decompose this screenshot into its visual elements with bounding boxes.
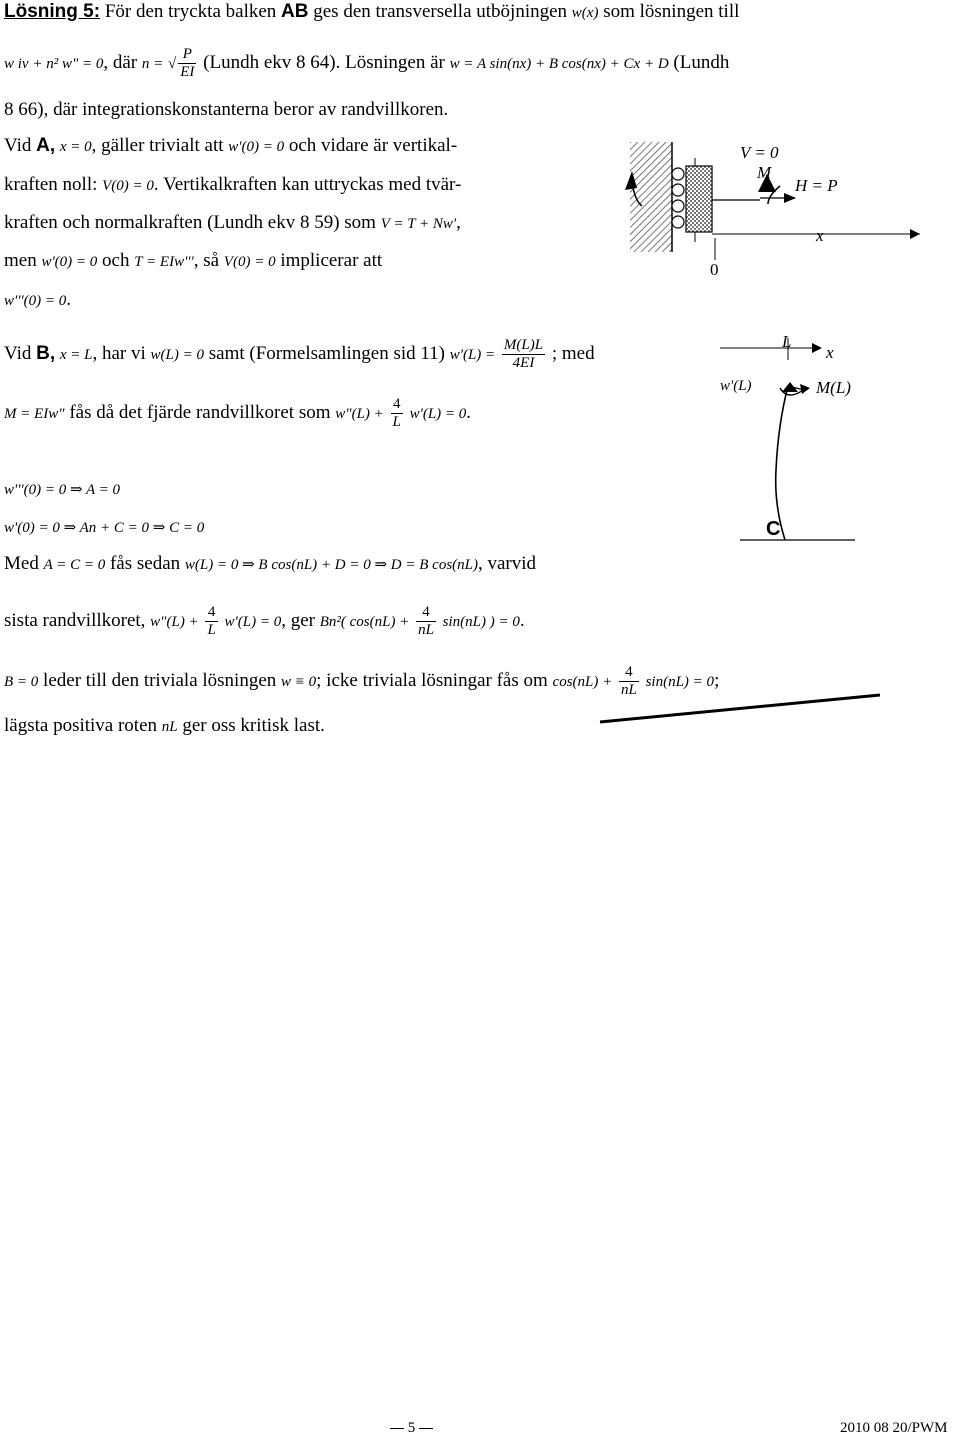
- med-line: [4, 552, 536, 577]
- slope-frac-den: 4EI: [512, 355, 535, 371]
- t-expression: T = EIw''': [134, 254, 194, 270]
- comma: ,: [456, 212, 461, 233]
- label-m: M: [757, 163, 772, 182]
- point-b-label: B,: [36, 342, 56, 364]
- sista-frac-1: [205, 604, 217, 639]
- column-figure: [710, 330, 870, 545]
- intro-line: [4, 0, 739, 25]
- footer-date: 2010 08 20/PWM: [840, 1420, 948, 1436]
- general-solution: w = A sin(nx) + B cos(nx) + Cx + D: [449, 55, 669, 72]
- label-c: C: [766, 518, 781, 540]
- kraften-text: kraften noll:: [4, 174, 98, 195]
- ref-text: (Lundh ekv 8 64). Lösningen är: [203, 51, 445, 73]
- med-word: Med: [4, 553, 39, 574]
- a-c-zero: A = C = 0: [43, 557, 106, 573]
- support-block: [686, 166, 712, 232]
- equation-a: w'''(0) = 0 ⇒ A = 0: [4, 482, 121, 498]
- sf2-den: nL: [418, 622, 434, 638]
- vertikal-text: och vidare är vertikal-: [288, 135, 458, 156]
- semicolon: ;: [714, 669, 720, 691]
- bf-den: nL: [621, 682, 637, 698]
- slope-fraction: [502, 337, 545, 372]
- label-slope-l: w'(L): [720, 378, 752, 394]
- label-l: L: [782, 332, 792, 351]
- label-zero: 0: [710, 260, 719, 279]
- sa-text: , så: [193, 250, 220, 271]
- label-x-b: x: [826, 343, 834, 362]
- n-fraction: [178, 46, 196, 81]
- men-text: men: [4, 250, 37, 271]
- ode-equation: w iv + n² w" = 0: [4, 55, 104, 72]
- nl-symbol: nL: [161, 719, 178, 735]
- bc-v-a: V(0) = 0: [102, 178, 154, 194]
- buckling-left: cos(nL) +: [552, 673, 613, 690]
- b-zero: B = 0: [4, 673, 39, 690]
- para-b-line2: [4, 396, 471, 431]
- bc-w-b: w(L) = 0: [150, 346, 204, 363]
- deflection-symbol: w(x): [571, 5, 599, 21]
- slope-frac-num: M(L)L: [503, 337, 544, 353]
- sf1-num: 4: [205, 604, 217, 622]
- sista-text: sista randvillkoret,: [4, 609, 146, 631]
- formelsamlingen-text: samt (Formelsamlingen sid 11): [208, 342, 445, 364]
- moment-def: M = EIw": [4, 405, 65, 422]
- label-x-a: x: [816, 226, 824, 245]
- bc4-fraction: [391, 396, 403, 431]
- last-line: [4, 714, 325, 739]
- label-v: V = 0: [740, 143, 779, 162]
- vid-b-text: Vid: [4, 342, 32, 364]
- och-text: och: [102, 250, 130, 271]
- para-a-line3: [4, 211, 461, 236]
- label-moment-l: M(L): [816, 378, 851, 397]
- para-a-line5: [4, 288, 71, 313]
- intro-text-3: som lösningen till: [603, 1, 740, 22]
- fas-da-text: fås då det fjärde randvillkoret som: [69, 401, 331, 423]
- kritisk-text: ger oss kritisk last.: [182, 715, 325, 736]
- frac-num: P: [178, 46, 196, 64]
- leder-text: leder till den triviala lösningen: [43, 669, 277, 691]
- sista-line: [4, 604, 525, 639]
- point-a-label: A,: [36, 135, 56, 156]
- bc4-frac-den: L: [392, 414, 401, 430]
- implicerar-text: implicerar att: [280, 250, 383, 271]
- icke-triviala-text: ; icke triviala lösningar fås om: [316, 669, 548, 691]
- galler-text: , gäller trivialt att: [91, 135, 224, 156]
- kraften-och-text: kraften och normalkraften (Lundh ekv 8 59) som: [4, 212, 376, 233]
- har-vi-text: , har vi: [92, 342, 146, 364]
- ref-text-2: (Lundh: [673, 51, 730, 73]
- intro-text-2: ges den transversella utböjningen: [313, 1, 568, 22]
- n-def: n =: [141, 55, 164, 72]
- deflected-column: [776, 386, 788, 540]
- x-eq-0: x = 0: [59, 139, 92, 155]
- bc-third-deriv: w'''(0) = 0: [4, 293, 67, 309]
- solution-title: Lösning 5:: [4, 1, 101, 22]
- label-h: H = P: [795, 176, 838, 195]
- bc4-right-2: w'(L) = 0: [224, 613, 282, 630]
- period: .: [66, 289, 71, 310]
- buckling-right: sin(nL) = 0: [645, 673, 715, 690]
- v-expression: V = T + Nw': [380, 216, 457, 232]
- med-text: ; med: [551, 342, 595, 364]
- page-number: [390, 1420, 433, 1437]
- bc-v-a-2: V(0) = 0: [223, 254, 276, 270]
- frac-den: EI: [180, 64, 195, 80]
- period-b: .: [466, 401, 472, 423]
- d-derivation: w(L) = 0 ⇒ B cos(nL) + D = 0 ⇒ D = B cos(nL): [184, 557, 478, 573]
- x-eq-l: x = L: [59, 346, 93, 363]
- para-a-line2: [4, 173, 461, 198]
- para-a-line1: [4, 134, 457, 159]
- slope-b: w'(L) =: [449, 346, 496, 363]
- w-identically-zero: w ≡ 0: [281, 673, 317, 690]
- constants-line: 8 66), där integrationskonstanterna beror av randvillkoren.: [4, 99, 449, 120]
- dar-text: , där: [103, 51, 138, 73]
- underline-stroke: [590, 690, 890, 730]
- rollers: [672, 168, 684, 228]
- bf-num: 4: [619, 664, 639, 682]
- sista-frac-2: [416, 604, 436, 639]
- char-right: sin(nL) ) = 0: [442, 613, 520, 630]
- vid-text: Vid: [4, 135, 32, 156]
- para-a-line4: [4, 249, 382, 274]
- bc4-frac-num: 4: [391, 396, 403, 414]
- period-sista: .: [519, 609, 525, 631]
- bc-slope-a-2: w'(0) = 0: [41, 254, 98, 270]
- beam-label: AB: [281, 1, 309, 22]
- char-left: Bn²( cos(nL) +: [319, 613, 410, 630]
- bc4-right: w'(L) = 0: [409, 405, 467, 422]
- intro-text: För den tryckta balken: [104, 1, 277, 22]
- bc-slope-a: w'(0) = 0: [228, 139, 285, 155]
- fas-sedan-text: fås sedan: [109, 553, 181, 574]
- bc4-left: w"(L) +: [335, 405, 384, 422]
- sf1-den: L: [207, 622, 216, 638]
- equation-c: w'(0) = 0 ⇒ An + C = 0 ⇒ C = 0: [4, 520, 205, 536]
- bc4-left-2: w"(L) +: [150, 613, 199, 630]
- ode-line: w iv + n² w" = 0, där n = √ $\frac{P}{EI}$ (Lundh ekv 8 64). Lösningen är w = A sin(nx) + B cos(nx) + Cx + D (Lundh: [4, 46, 730, 80]
- para-b-line1: [4, 337, 595, 372]
- vertikalkraften-text: . Vertikalkraften kan uttryckas med tvär-: [153, 174, 462, 195]
- varvid-text: , varvid: [478, 553, 537, 574]
- support-a-figure: [620, 138, 960, 288]
- sf2-num: 4: [416, 604, 436, 622]
- page-num-text: 5: [407, 1420, 416, 1436]
- ger-text: , ger: [281, 609, 315, 631]
- lagsta-text: lägsta positiva roten: [4, 715, 158, 736]
